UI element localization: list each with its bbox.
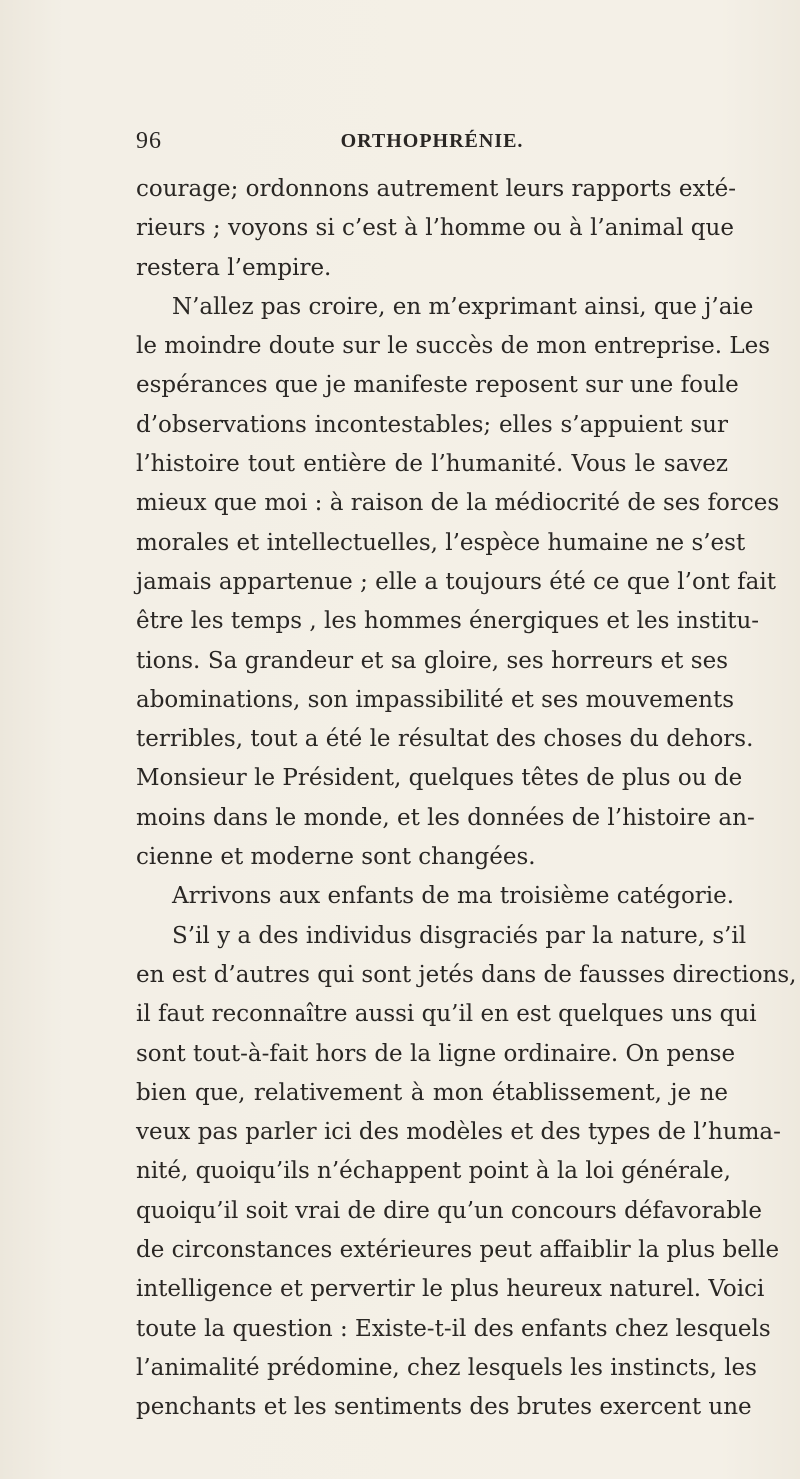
running-title: ORTHOPHRÉNIE. (340, 130, 524, 152)
text-line: Monsieur le Président, quelques têtes de plus ou de (136, 765, 743, 792)
body-text (136, 170, 797, 1428)
text-line: cienne et moderne sont changées. (136, 844, 536, 871)
text-line: tions. Sa grandeur et sa gloire, ses horreurs et ses (136, 647, 728, 674)
text-line: le moindre doute sur le succès de mon entreprise. Les (136, 333, 771, 360)
text-line: il faut reconnaître aussi qu’il en est quelques uns qui (136, 1001, 757, 1028)
text-line: quoiqu’il soit vrai de dire qu’un concours défavorable (136, 1197, 762, 1224)
running-head (136, 128, 728, 168)
text-line: moins dans le monde, et les données de l’histoire an- (136, 804, 755, 831)
text-line: morales et intellectuelles, l’espèce humaine ne s’est (136, 529, 746, 556)
text-line: d’observations incontestables; elles s’appuient sur (136, 411, 728, 438)
text-line: l’animalité prédomine, chez lesquels les instincts, les (136, 1354, 757, 1381)
text-line: espérances que je manifeste reposent sur une foule (136, 372, 739, 399)
page-number: 96 (136, 128, 162, 154)
text-line: toute la question : Existe-t-il des enfants chez lesquels (136, 1315, 771, 1342)
text-line: mieux que moi : à raison de la médiocrité de ses forces (136, 490, 780, 517)
text-line: Arrivons aux enfants de ma troisième catégorie. (172, 883, 735, 910)
text-line: N’allez pas croire, en m’exprimant ainsi, que j’aie (172, 293, 754, 320)
text-line: jamais appartenue ; elle a toujours été ce que l’ont fait (136, 568, 776, 595)
text-line: bien que, relativement à mon établissement, je ne (136, 1079, 728, 1106)
text-line: l’histoire tout entière de l’humanité. Vous le savez (136, 451, 728, 478)
text-line: restera l’empire. (136, 254, 332, 281)
text-line: veux pas parler ici des modèles et des types de l’huma- (136, 1119, 781, 1146)
text-line: nité, quoiqu’ils n’échappent point à la loi générale, (136, 1158, 731, 1185)
text-line: terribles, tout a été le résultat des choses du dehors. (136, 726, 754, 753)
text-line: S’il y a des individus disgraciés par la nature, s’il (172, 922, 747, 949)
text-line: courage; ordonnons autrement leurs rapports exté- (136, 176, 737, 202)
text-line: abominations, son impassibilité et ses mouvements (136, 686, 734, 713)
text-line: en est d’autres qui sont jetés dans de fausses directions, (136, 961, 797, 988)
text-line: intelligence et pervertir le plus heureux naturel. Voici (136, 1276, 765, 1303)
text-line: rieurs ; voyons si c’est à l’homme ou à l’animal que (136, 215, 734, 242)
text-line: sont tout-à-fait hors de la ligne ordinaire. On pense (136, 1040, 736, 1067)
text-line: de circonstances extérieures peut affaiblir la plus belle (136, 1237, 780, 1264)
text-line: penchants et les sentiments des brutes exercent une (136, 1394, 752, 1421)
text-line: être les temps , les hommes énergiques et les institu- (136, 608, 760, 635)
